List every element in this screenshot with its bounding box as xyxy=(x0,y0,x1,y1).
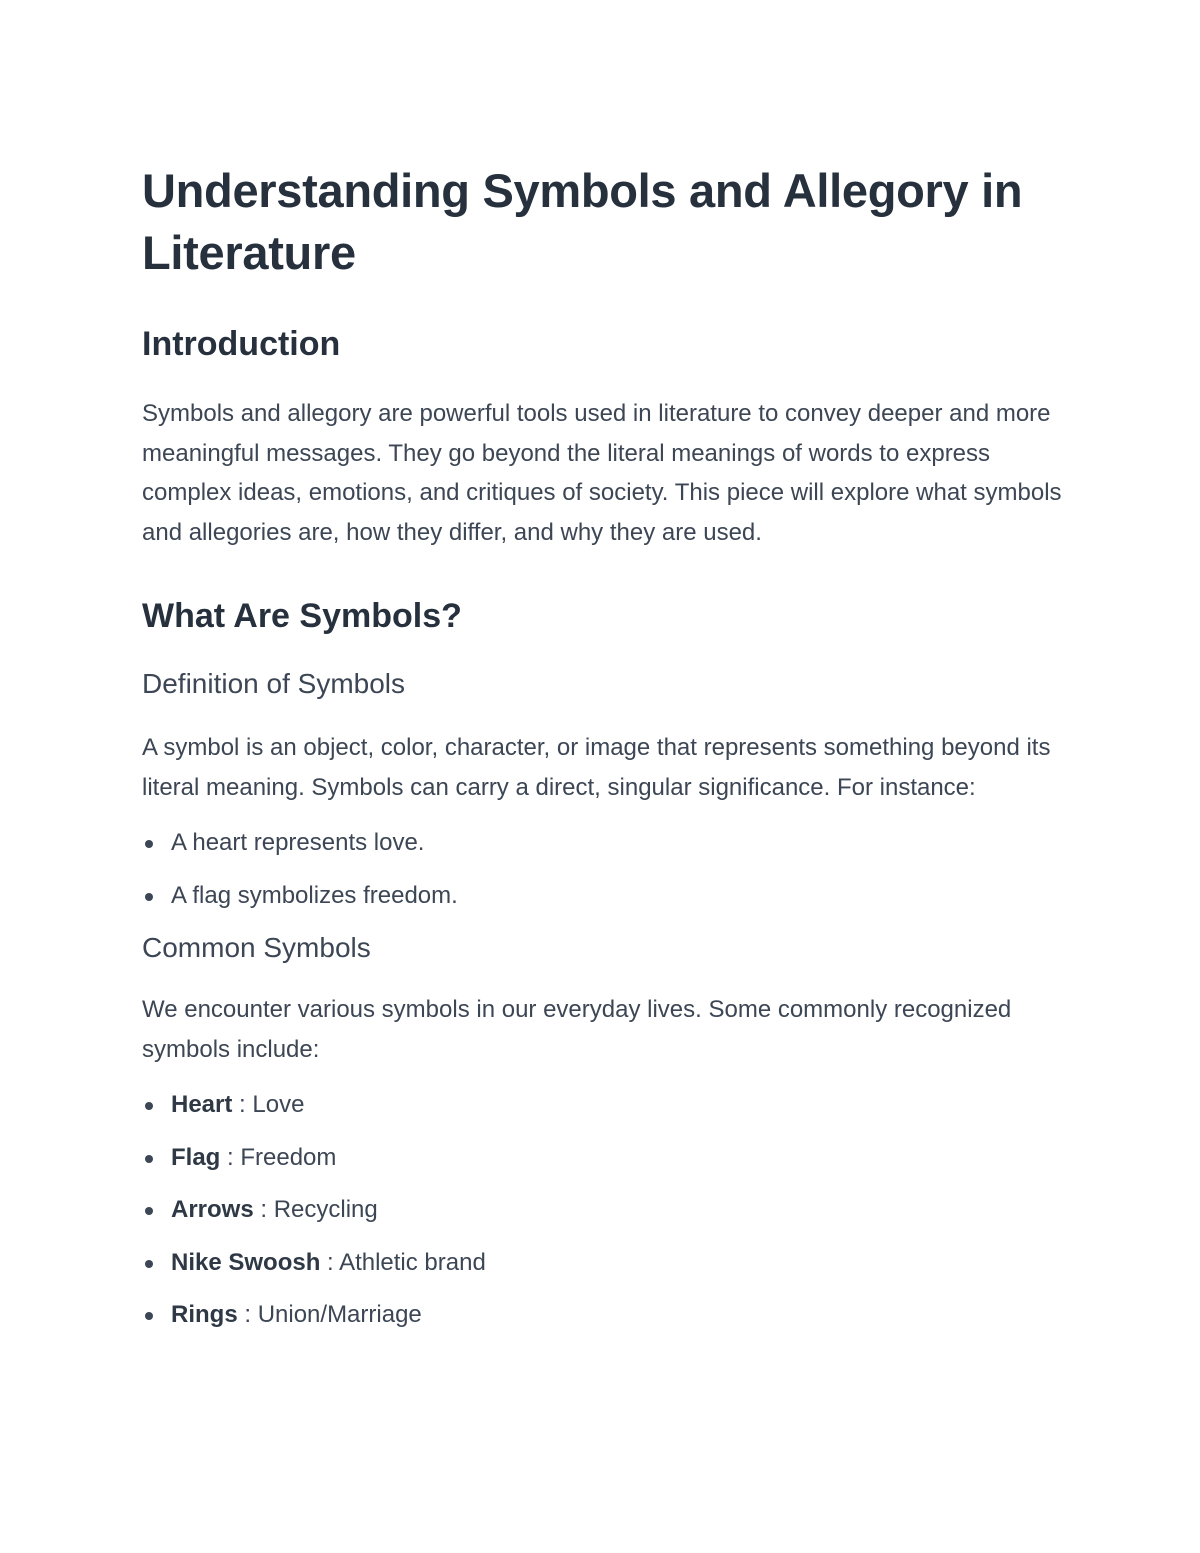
symbol-term: Arrows xyxy=(171,1196,254,1223)
introduction-paragraph: Symbols and allegory are powerful tools used in literature to convey deeper and more meaningful messages. They go beyond the literal meanings of words to express complex ideas, emotions, and critiques of society. This piece will explore what symbols and allegories are, how they differ, and why they are used. xyxy=(142,400,1062,546)
list-item: Rings : Union/Marriage xyxy=(142,1297,1062,1333)
symbol-meaning: Union/Marriage xyxy=(257,1301,422,1328)
bullet-icon xyxy=(145,1207,153,1215)
common-symbols-list xyxy=(142,1087,1062,1333)
bullet-icon xyxy=(145,893,153,901)
introduction-heading: Introduction xyxy=(142,325,341,363)
list-item: Heart : Love xyxy=(142,1087,1062,1123)
definition-of-symbols-heading: Definition of Symbols xyxy=(142,668,406,699)
symbol-term: Flag xyxy=(171,1143,221,1171)
list-item: Arrows : Recycling xyxy=(142,1192,1062,1228)
bullet-icon xyxy=(145,1312,153,1320)
bullet-icon xyxy=(145,1260,153,1268)
list-item-text: A flag symbolizes freedom. xyxy=(171,881,458,909)
list-item-text: A heart represents love. xyxy=(171,829,425,856)
symbol-term: Heart xyxy=(171,1091,233,1118)
what-are-symbols-heading: What Are Symbols? xyxy=(142,597,462,635)
symbol-term: Rings xyxy=(171,1301,238,1328)
list-item xyxy=(142,825,1062,861)
symbol-meaning: Freedom xyxy=(240,1143,337,1171)
common-symbols-heading: Common Symbols xyxy=(142,932,371,963)
bullet-icon xyxy=(145,1155,153,1163)
list-item: Flag : Freedom xyxy=(142,1140,1062,1176)
symbol-meaning: Love xyxy=(252,1091,305,1118)
symbol-examples-list xyxy=(142,825,1062,914)
definition-paragraph: A symbol is an object, color, character, or image that represents something beyond its literal meaning. Symbols can carry a direct, singular significance. For instance: xyxy=(142,734,1051,801)
symbol-meaning: Recycling xyxy=(273,1196,378,1223)
list-item xyxy=(142,878,1062,914)
document-title: Understanding Symbols and Allegory in Literature xyxy=(142,164,1023,279)
list-item: Nike Swoosh : Athletic brand xyxy=(142,1245,1062,1281)
symbol-term: Nike Swoosh xyxy=(171,1248,321,1276)
common-symbols-paragraph: We encounter various symbols in our everyday lives. Some commonly recognized symbols include: xyxy=(142,996,1012,1063)
symbol-meaning: Athletic brand xyxy=(339,1248,486,1276)
bullet-icon xyxy=(145,1102,153,1110)
document-page xyxy=(142,160,1062,1350)
bullet-icon xyxy=(145,840,153,848)
